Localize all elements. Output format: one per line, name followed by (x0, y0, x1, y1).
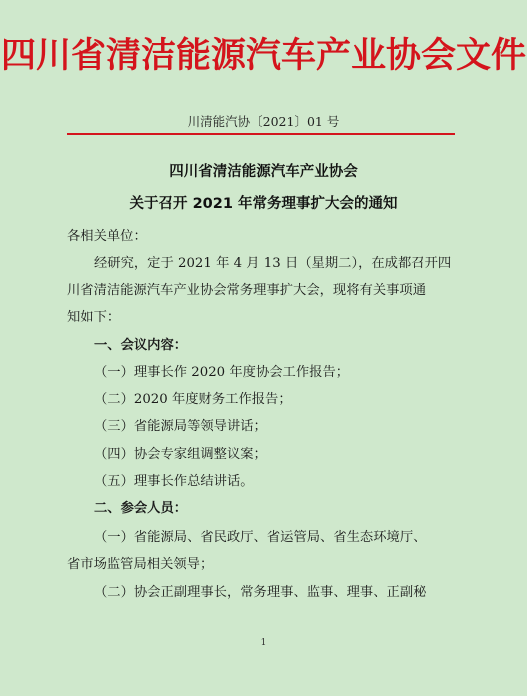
notice-title-line-1: 四川省清洁能源汽车产业协会 (169, 164, 358, 180)
intro-line-1: 经研究，定于 2021 年 4 月 13 日（星期二），在成都召开四 (94, 256, 452, 271)
section1-item: （二）2020 年度财务工作报告； (94, 392, 292, 407)
section1-item: （三）省能源局等领导讲话； (94, 419, 267, 434)
intro-line-2: 川省清洁能源汽车产业协会常务理事扩大会，现将有关事项通 (67, 283, 427, 298)
document-number: 川清能汽协〔2021〕01 号 (187, 114, 340, 129)
section2-item2-line1: （二）协会正副理事长，常务理事、监事、理事、正副秘 (94, 585, 427, 600)
section2-item1-line1: （一）省能源局、省民政厅、省运管局、省生态环境厅、 (94, 530, 427, 545)
notice-title-line-2: 关于召开 2021 年常务理事扩大会的通知 (129, 196, 398, 212)
section1-item: （四）协会专家组调整议案； (94, 447, 267, 462)
section1-heading: 一、会议内容： (94, 338, 188, 353)
section2-heading: 二、参会人员： (94, 501, 188, 516)
section1-item: （五）理事长作总结讲话。 (94, 474, 254, 489)
intro-line-3: 知如下： (67, 310, 121, 325)
masthead-title: 四川省清洁能源汽车产业协会文件 (0, 36, 526, 76)
section1-item: （一）理事长作 2020 年度协会工作报告； (94, 365, 350, 380)
salutation: 各相关单位： (67, 229, 147, 244)
page-number: 1 (260, 638, 267, 648)
section2-item1-line2: 省市场监管局相关领导； (67, 557, 214, 572)
red-divider-line (67, 133, 455, 135)
